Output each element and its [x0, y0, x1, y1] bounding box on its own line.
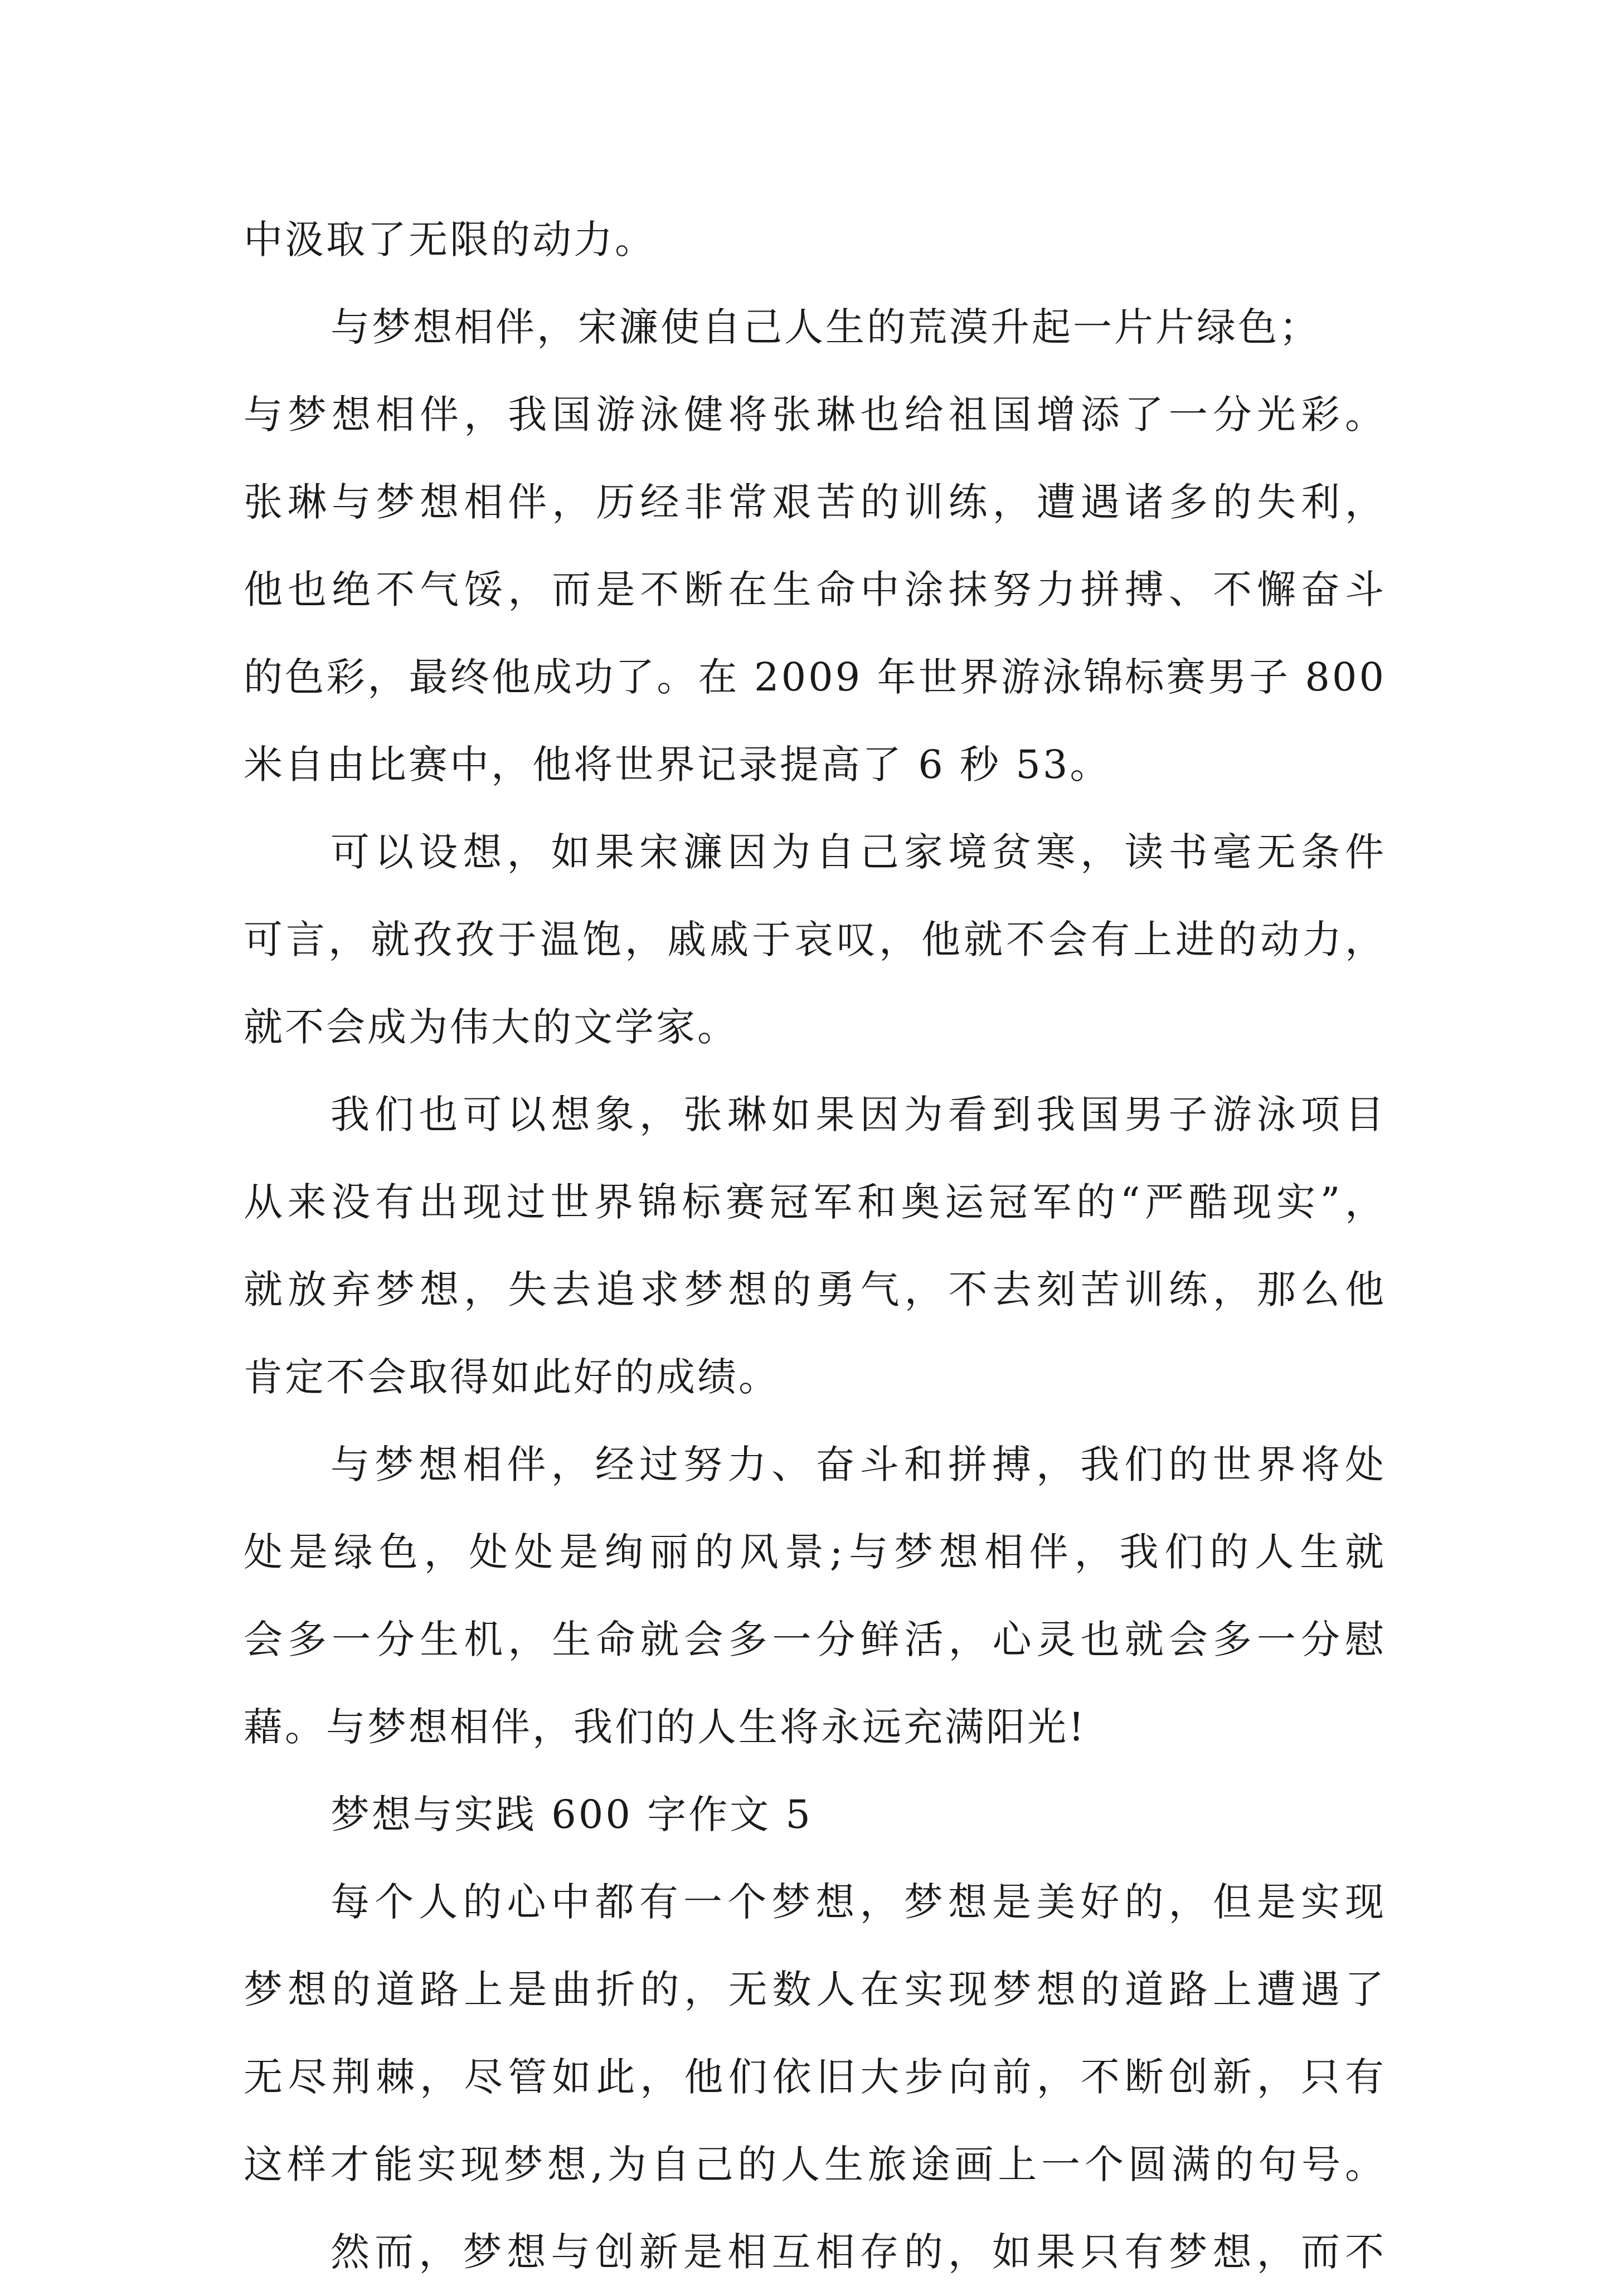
text-line: 就放弃梦想，失去追求梦想的勇气，不去刻苦训练，那么他	[244, 1267, 1386, 1312]
text-line: 张琳与梦想相伴，历经非常艰苦的训练，遭遇诸多的失利，	[244, 479, 1386, 525]
text-line: 就不会成为伟大的文学家。	[244, 1004, 739, 1050]
text-line: 这样才能实现梦想,为自己的人生旅途画上一个圆满的句号。	[244, 2142, 1386, 2187]
text-line: 中汲取了无限的动力。	[244, 217, 656, 262]
text-line: 与梦想相伴，我国游泳健将张琳也给祖国增添了一分光彩。	[244, 392, 1386, 437]
text-line: 肯定不会取得如此好的成绩。	[244, 1354, 780, 1400]
text-line: 米自由比赛中，他将世界记录提高了 6 秒 53。	[244, 742, 1111, 787]
text-line: 藉。与梦想相伴，我们的人生将永远充满阳光!	[244, 1704, 1087, 1750]
paragraph-first-line: 与梦想相伴，经过努力、奋斗和拼搏，我们的世界将处	[331, 1442, 1386, 1487]
paragraph-first-line: 可以设想，如果宋濂因为自己家境贫寒，读书毫无条件	[331, 829, 1386, 875]
paragraph-first-line: 每个人的心中都有一个梦想，梦想是美好的，但是实现	[331, 1879, 1386, 1925]
paragraph-first-line: 与梦想相伴，宋濂使自己人生的荒漠升起一片片绿色；	[331, 304, 1320, 350]
text-line: 无尽荆棘，尽管如此，他们依旧大步向前，不断创新，只有	[244, 2054, 1386, 2100]
document-body	[244, 196, 1386, 2296]
text-line: 的色彩，最终他成功了。在 2009 年世界游泳锦标赛男子 800	[244, 654, 1386, 700]
text-line: 他也绝不气馁，而是不断在生命中涂抹努力拼搏、不懈奋斗	[244, 567, 1386, 612]
text-line: 从来没有出现过世界锦标赛冠军和奥运冠军的“严酷现实”，	[244, 1179, 1386, 1225]
paragraph-first-line: 然而，梦想与创新是相互相存的，如果只有梦想，而不	[331, 2229, 1386, 2275]
text-line: 会多一分生机，生命就会多一分鲜活，心灵也就会多一分慰	[244, 1617, 1386, 1662]
text-line: 处是绿色，处处是绚丽的风景;与梦想相伴，我们的人生就	[244, 1529, 1386, 1575]
section-heading: 梦想与实践 600 字作文 5	[331, 1792, 813, 1837]
text-line: 梦想的道路上是曲折的，无数人在实现梦想的道路上遭遇了	[244, 1967, 1386, 2012]
paragraph-first-line: 我们也可以想象，张琳如果因为看到我国男子游泳项目	[331, 1092, 1386, 1137]
text-line: 可言，就孜孜于温饱，戚戚于哀叹，他就不会有上进的动力，	[244, 917, 1386, 962]
